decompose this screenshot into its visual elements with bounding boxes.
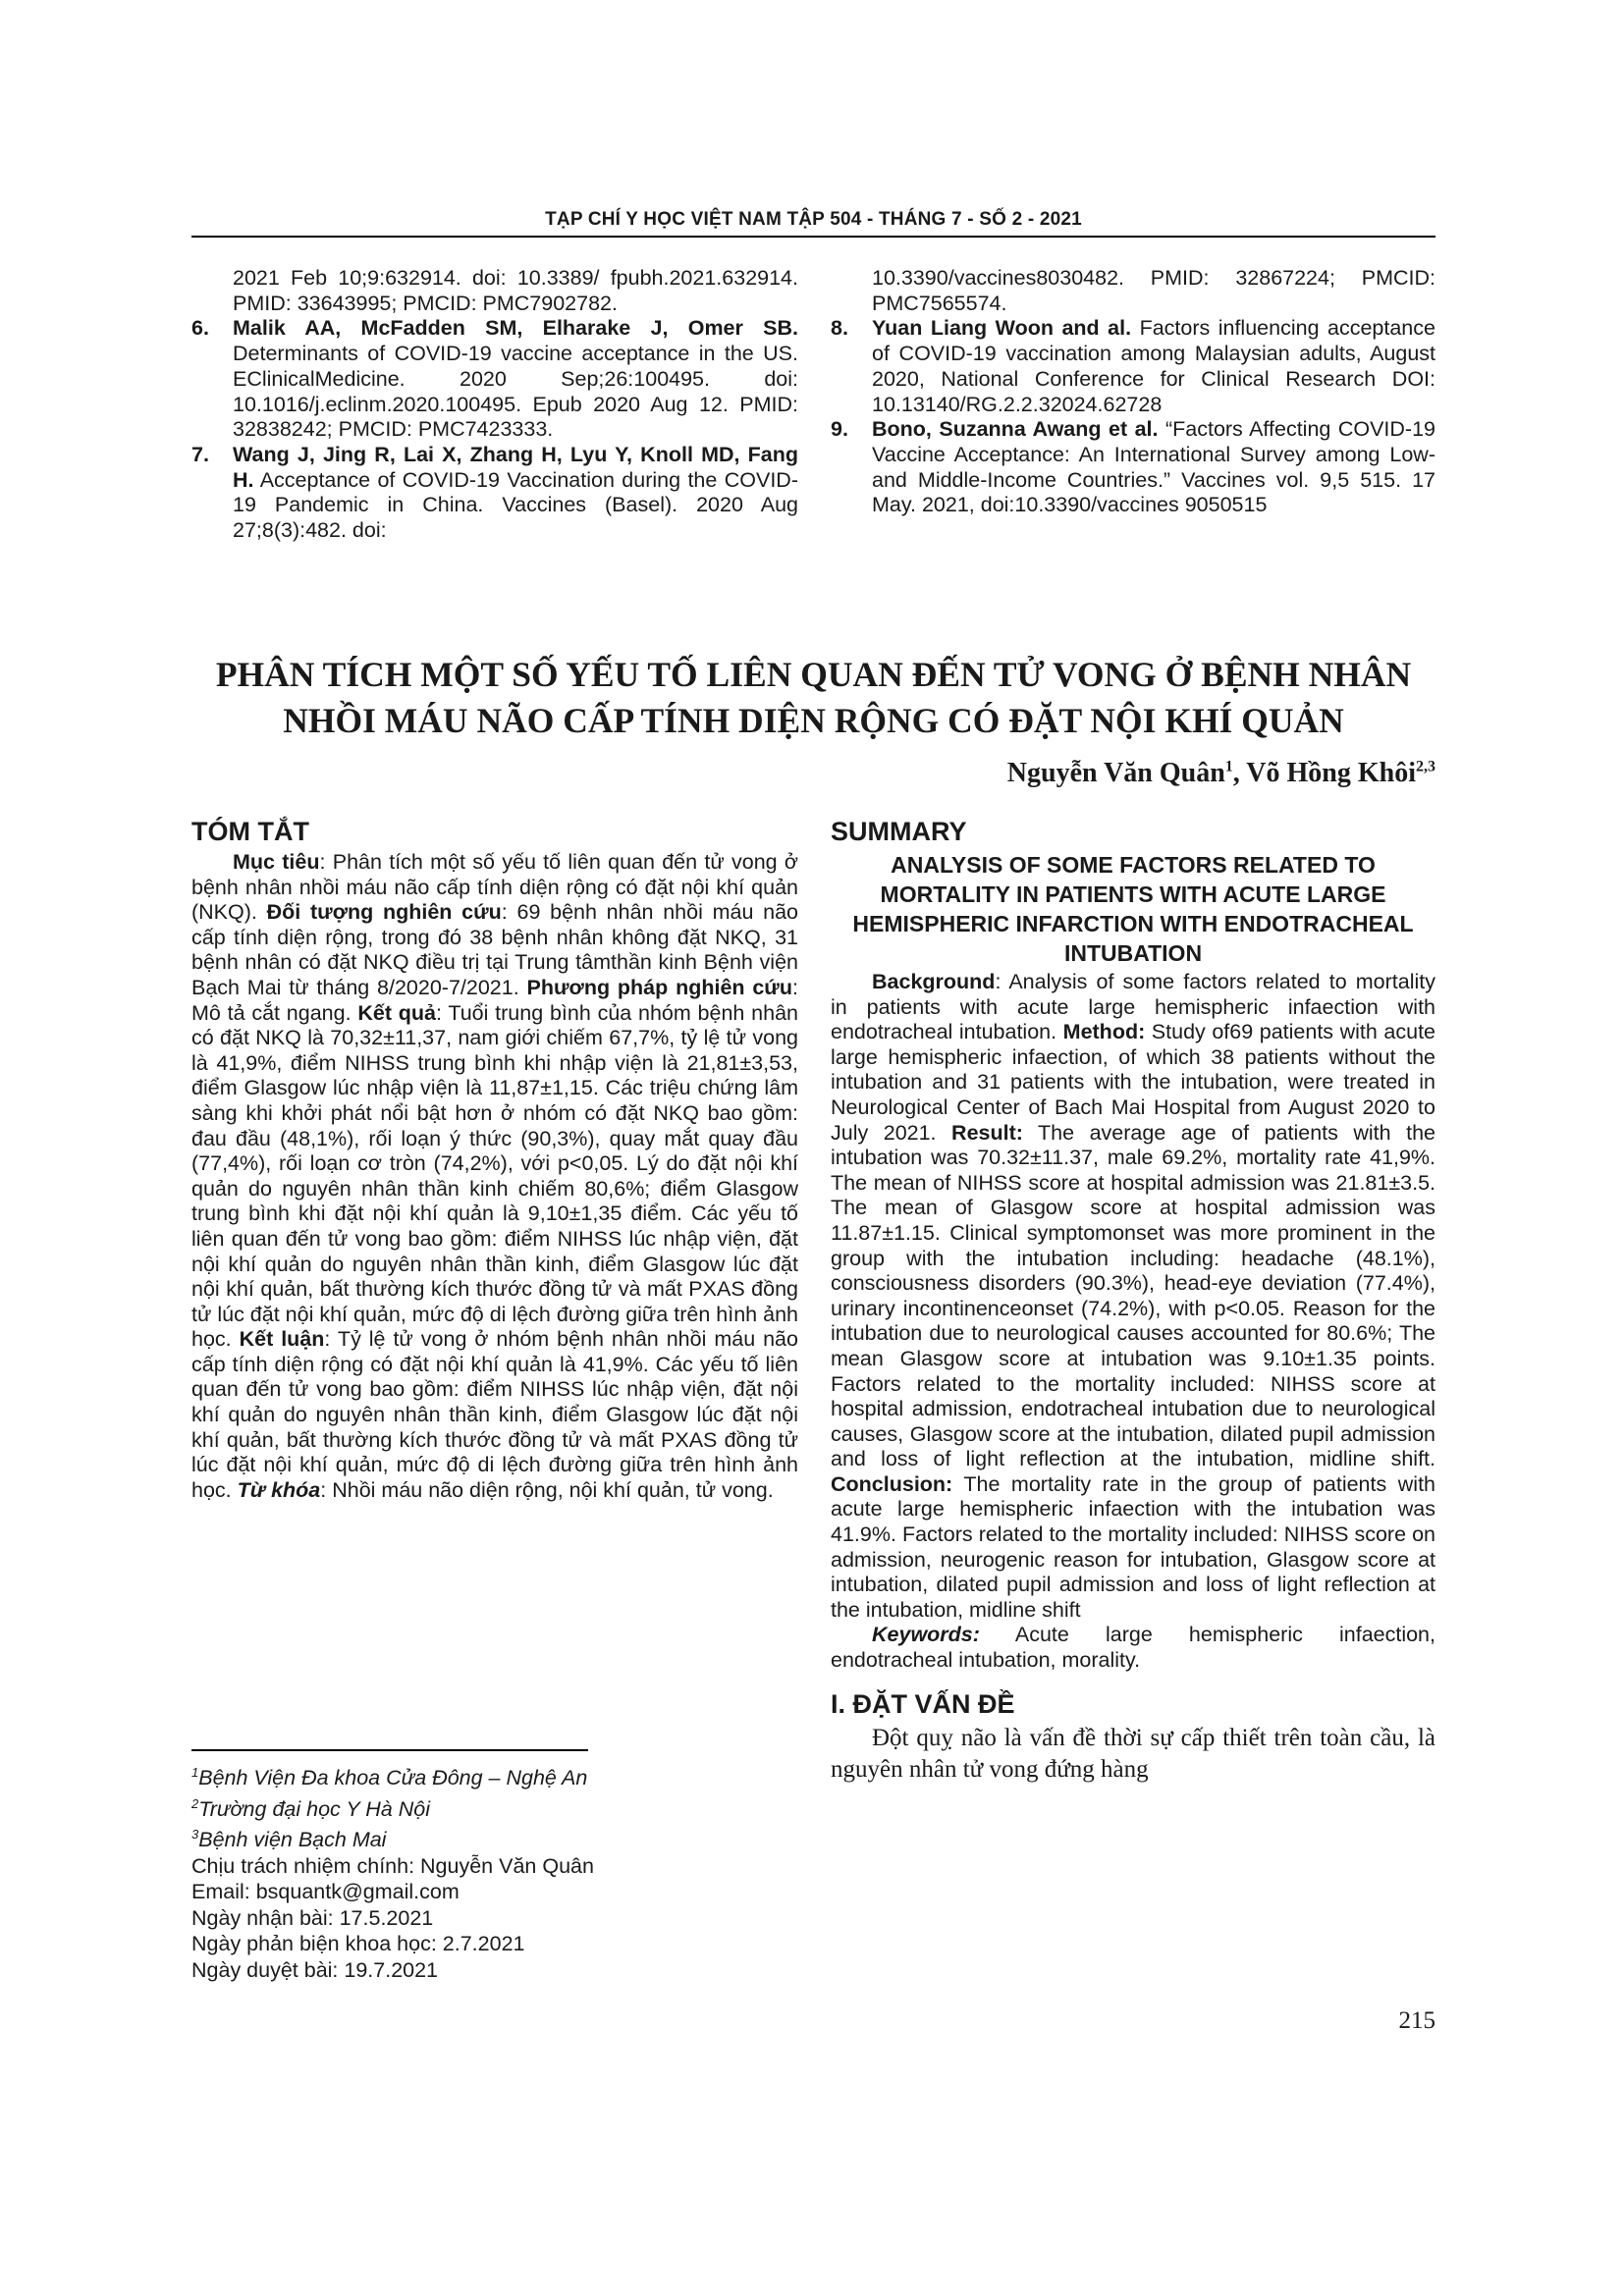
reference-number: 6. xyxy=(191,316,209,341)
author-separator: , xyxy=(1232,758,1247,788)
text-results: : Tuổi trung bình của nhóm bệnh nhân có đặt NKQ là 70,32±11,37, nam giới chiếm 67,7%, tỷ lệ tử vong là 41,9%, điểm NIHSS trung bình khi nhập viện là 21,81±3,53, điểm Glasgow lúc nhập viện là 11,87±1,15. Các triệu chứng lâm sàng khi khởi phát nổi bật hơn ở nhóm có đặt NKQ bao gồm: đau đầu (48,1%), rối loạn ý thức (90,3%), quay mắt quay đầu (77,4%), rối loạn cơ tròn (74,2%), với p<0,05. Lý do đặt nội khí quản do nguyên nhân thần kinh chiếm 80,6%; điểm Glasgow trung bình khi đặt nội khí quản là 9,10±1,35 điểm. Các yếu tố liên quan đến tử vong bao gồm: điểm NIHSS lúc nhập viện, đặt nội khí quản do nguyên nhân thần kinh, điểm Glasgow lúc đặt nội khí quản, bất thường kích thước đồng tử và mất PXAS đồng tử lúc đặt nội khí quản, mức độ di lệch đường giữa trên hình ảnh học. xyxy=(191,1000,798,1352)
label-keywords: Từ khóa xyxy=(237,1477,321,1502)
reference-authors: Wang J, Jing R, Lai X, Zhang H, Lyu Y, Knoll MD, Fang H. xyxy=(233,442,798,492)
label-conclusion: Kết luận xyxy=(239,1327,325,1352)
text-subjects: : 69 bệnh nhân nhồi máu não cấp tính diện rộng, trong đó 38 bệnh nhân không đặt NKQ, 31 bệnh nhân có đặt NKQ điều trị tại Trung tâmthần kinh Bệnh viện Bạch Mai từ tháng 8/2020-7/2021. xyxy=(191,900,798,999)
label-result: Result: xyxy=(951,1120,1023,1145)
text-result: The average age of patients with the intubation was 70.32±11.37, male 69.2%, mortality rate 41,9%. The mean of NIHSS score at hospital admission was 21.81±3.5. The mean of Glasgow score at hospital admission was 11.87±1.15. Clinical symptomonset was more prominent in the group with the intubation including: headache (48.1%), consciousness disorders (90.3%), head-eye deviation (77.4%), urinary incontinenceonset (74.2%), with p<0.05. Reason for the intubation due to neurological causes accounted for 80.6%; The mean Glasgow score at intubation was 9.10±1.35 points. Factors related to the mortality included: NIHSS score at hospital admission, endotracheal intubation due to neurological causes, Glasgow score at the intubation, dilated pupil admission and loss of light reflection at the intubation, midline shift. xyxy=(831,1120,1435,1471)
running-head: TẠP CHÍ Y HỌC VIỆT NAM TẬP 504 - THÁNG 7 - SỐ 2 - 2021 xyxy=(545,209,1082,230)
footnote-rule xyxy=(191,1749,588,1751)
summary-paragraph xyxy=(831,970,1435,1623)
affiliation-mark: 2 xyxy=(191,1795,199,1811)
reference-text: 10.3390/vaccines8030482. PMID: 32867224; PMCID: PMC7565574. xyxy=(872,266,1435,315)
article-title xyxy=(191,652,1435,744)
abstract-paragraph xyxy=(191,850,798,1503)
reference-text: Factors influencing acceptance of COVID-19 vaccination among Malaysian adults, August 2020, National Conference for Clinical Research DOI: 10.13140/RG.2.2.32024.62728 xyxy=(872,316,1435,416)
affiliation-1 xyxy=(191,1760,798,1791)
affiliation-text: Bệnh Viện Đa khoa Cửa Đông – Nghệ An xyxy=(198,1766,588,1790)
reference-item xyxy=(191,266,798,316)
label-objective: Mục tiêu xyxy=(233,850,320,874)
email: Email: bsquantk@gmail.com xyxy=(191,1880,460,1904)
label-keywords: Keywords: xyxy=(872,1623,980,1647)
keywords-paragraph xyxy=(831,1623,1435,1673)
reference-authors: Yuan Liang Woon and al. xyxy=(872,316,1132,341)
abstract-english xyxy=(831,815,1435,1786)
label-subjects: Đối tượng nghiên cứu xyxy=(266,900,502,925)
intro-paragraph: Đột quỵ não là vấn đề thời sự cấp thiết trên toàn cầu, là nguyên nhân tử vong đứng hàng xyxy=(831,1724,1435,1783)
references-left xyxy=(191,266,798,544)
reference-number: 7. xyxy=(191,442,209,466)
affiliation-2 xyxy=(191,1791,798,1823)
affiliation-mark: 1 xyxy=(191,1765,199,1780)
reference-text: Determinants of COVID-19 vaccine acceptance in the US. EClinicalMedicine. 2020 Sep;26:100495. doi: 10.1016/j.eclinm.2020.100495. Epub 2020 Aug 12. PMID: 32838242; PMCID: PMC7423333. xyxy=(233,342,798,442)
label-method: Method: xyxy=(1062,1020,1146,1044)
text-conclusion: The mortality rate in the group of patients with acute large hemispheric infaection with the intubation was 41.9%. Factors related to the mortality included: NIHSS score on admission, neurogenic reason for intubation, Glasgow score at intubation, dilated pupil admission and loss of light reflection at the intubation, midline shift xyxy=(831,1471,1435,1622)
affiliation-text: Trường đại học Y Hà Nội xyxy=(198,1796,430,1821)
text-conclusion: : Tỷ lệ tử vong ở nhóm bệnh nhân nhồi máu não cấp tính diện rộng có đặt nội khí quản là 41,9%. Các yếu tố liên quan đến tử vong bao gồm: điểm NIHSS lúc nhập viện, đặt nội khí quản do nguyên nhân thần kinh, điểm Glasgow lúc đặt nội khí quản, bất thường kích thước đồng tử và mất PXAS đồng tử lúc đặt nội khí quản, mức độ di lệch đường giữa trên hình ảnh học. xyxy=(191,1327,798,1502)
reference-number: 9. xyxy=(831,417,848,442)
text-keywords: : Nhồi máu não diện rộng, nội khí quản, tử vong. xyxy=(320,1477,774,1502)
reference-item xyxy=(831,417,1435,518)
reference-number: 8. xyxy=(831,316,848,341)
reference-item xyxy=(831,316,1435,417)
section-heading: SUMMARY xyxy=(831,817,967,846)
label-conclusion: Conclusion: xyxy=(831,1471,953,1496)
label-methods: Phương pháp nghiên cứu xyxy=(526,975,793,999)
author-affiliation-mark: 1 xyxy=(1224,758,1233,775)
text-objective: : Phân tích một số yếu tố liên quan đến tử vong ở bệnh nhân nhồi máu não cấp tính diện rộng có đặt nội khí quản (NKQ). xyxy=(191,850,798,925)
text-keywords: Acute large hemispheric infaection, endotracheal intubation, morality. xyxy=(831,1623,1435,1673)
reference-text: 2021 Feb 10;9:632914. doi: 10.3389/ fpubh.2021.632914. PMID: 33643995; PMCID: PMC7902782. xyxy=(233,266,798,315)
reference-item xyxy=(191,316,798,443)
text-methods: : Mô tả cắt ngang. xyxy=(191,975,798,1025)
section-heading-intro: I. ĐẶT VẤN ĐỀ xyxy=(831,1688,1015,1719)
date-reviewed: Ngày phản biện khoa học: 2.7.2021 xyxy=(191,1932,525,1956)
text-background: : Analysis of some factors related to mortality in patients with acute large hemispheric infaection with endotracheal intubation. xyxy=(831,970,1435,1044)
label-results: Kết quả xyxy=(357,1000,436,1025)
footnotes xyxy=(191,1760,798,1983)
header-rule xyxy=(191,236,1435,238)
author-affiliation-mark: 2,3 xyxy=(1416,758,1435,775)
section-heading: TÓM TẮT xyxy=(191,817,309,846)
date-received: Ngày nhận bài: 17.5.2021 xyxy=(191,1905,434,1930)
article-title-line: NHỒI MÁU NÃO CẤP TÍNH DIỆN RỘNG CÓ ĐẶT NỘI KHÍ QUẢN xyxy=(283,701,1344,740)
text-method: Study of69 patients with acute large hemispheric infaection, of which 38 patients without the intubation and 31 patients with the intubation, were treated in Neurological Center of Bach Mai Hospital from August 2020 to July 2021. xyxy=(831,1020,1435,1145)
english-title: ANALYSIS OF SOME FACTORS RELATED TO MORTALITY IN PATIENTS WITH ACUTE LARGE HEMISPHERIC INFARCTION WITH ENDOTRACHEAL INTUBATION xyxy=(852,852,1414,966)
article-title-line: PHÂN TÍCH MỘT SỐ YẾU TỐ LIÊN QUAN ĐẾN TỬ VONG Ở BỆNH NHÂN xyxy=(215,655,1412,694)
reference-item xyxy=(191,443,798,544)
author-name: Võ Hồng Khôi xyxy=(1246,758,1416,788)
author-line xyxy=(1007,758,1435,789)
affiliation-mark: 3 xyxy=(191,1827,199,1842)
label-background: Background xyxy=(872,970,996,993)
reference-text: Acceptance of COVID-19 Vaccination during the COVID-19 Pandemic in China. Vaccines (Basel). 2020 Aug 27;8(3):482. doi: xyxy=(233,467,798,543)
author-name: Nguyễn Văn Quân xyxy=(1006,758,1225,788)
reference-text: “Factors Affecting COVID-19 Vaccine Acceptance: An International Survey among Low- and Middle-Income Countries.” Vaccines vol. 9,5 515. 17 May. 2021, doi:10.3390/vaccines 9050515 xyxy=(872,417,1435,517)
page-number: 215 xyxy=(1398,2007,1435,2034)
abstract-vietnamese xyxy=(191,815,798,1503)
references-right xyxy=(831,266,1435,518)
reference-authors: Malik AA, McFadden SM, Elharake J, Omer SB. xyxy=(233,316,798,341)
corresponding-author: Chịu trách nhiệm chính: Nguyễn Văn Quân xyxy=(191,1853,594,1878)
reference-item xyxy=(831,266,1435,316)
affiliation-text: Bệnh viện Bạch Mai xyxy=(198,1828,387,1852)
date-accepted: Ngày duyệt bài: 19.7.2021 xyxy=(191,1957,439,1982)
reference-authors: Bono, Suzanna Awang et al. xyxy=(872,417,1159,442)
affiliation-3 xyxy=(191,1822,798,1853)
